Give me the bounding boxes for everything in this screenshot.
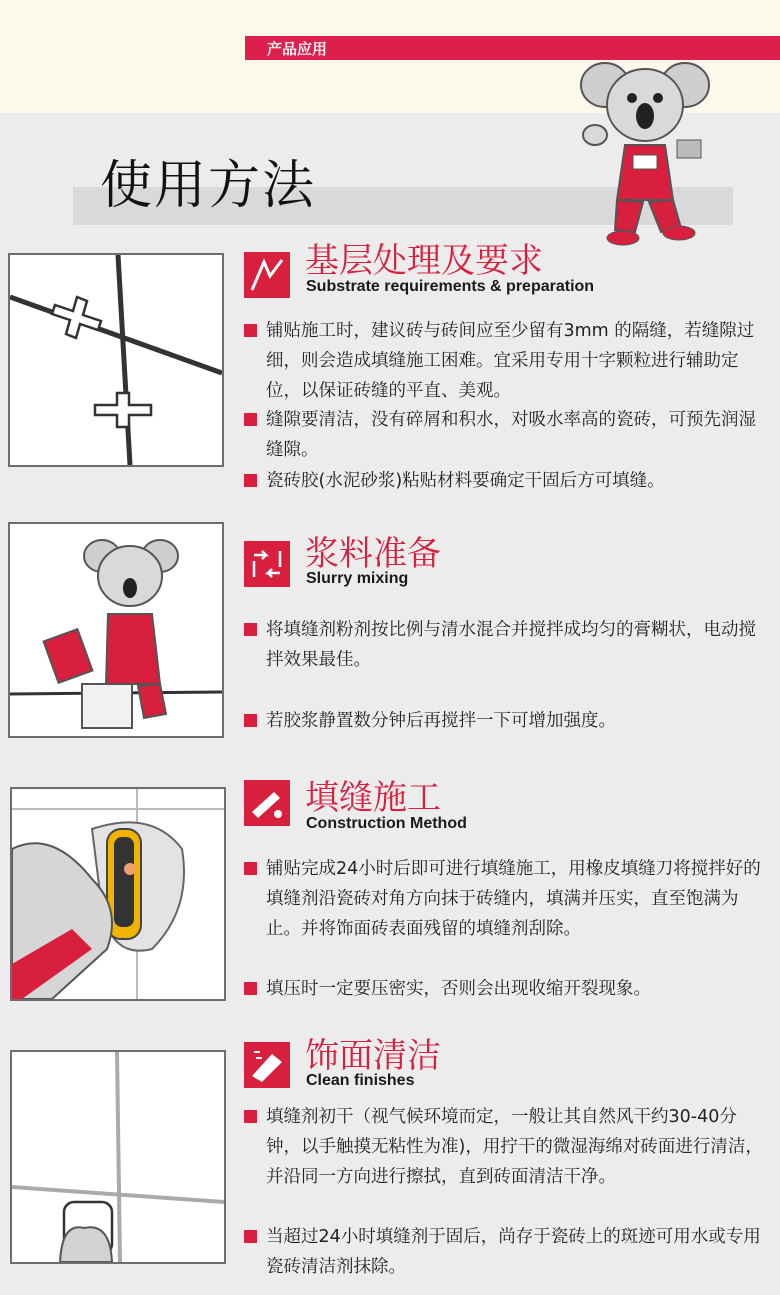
substrate-bullet-3: 瓷砖胶(水泥砂浆)粘贴材料要确定干固后方可填缝。 [244, 466, 764, 496]
slurry-title-cn: 浆料准备 [305, 534, 441, 574]
bullet-square-icon [244, 474, 257, 487]
construction-illustration-frame [10, 787, 226, 1001]
slurry-bullet-1: 将填缝剂粉剂按比例与清水混合并搅拌成均匀的膏糊状，电动搅拌效果最佳。 [244, 615, 764, 675]
bullet-square-icon [244, 1230, 257, 1243]
tile-cleaning-illustration [12, 1052, 224, 1262]
tile-spacer-illustration [10, 255, 222, 465]
koala-mascot-illustration [575, 50, 715, 250]
grouting-hand-illustration [12, 789, 224, 999]
substrate-title-cn: 基层处理及要求 [305, 241, 543, 281]
construction-bullet-1: 铺贴完成24小时后即可进行填缝施工，用橡皮填缝刀将搅拌好的填缝剂沿瓷砖对角方向抹于砖缝内，填满并压实，直至饱满为止。并将饰面砖表面残留的填缝剂刮除。 [244, 854, 764, 944]
slurry-bullet-2: 若胶浆静置数分钟后再搅拌一下可增加强度。 [244, 706, 764, 736]
koala-mixing-illustration [10, 524, 222, 736]
construction-title-en: Construction Method [306, 815, 467, 832]
clean-title-en: Clean finishes [306, 1072, 415, 1089]
bullet-square-icon [244, 862, 257, 875]
bullet-square-icon [244, 623, 257, 636]
substrate-title-en: Substrate requirements & preparation [306, 278, 595, 295]
bullet-square-icon [244, 324, 257, 337]
substrate-illustration-frame [8, 253, 224, 467]
construction-title-cn: 填缝施工 [305, 778, 441, 818]
mixing-arrows-icon [244, 541, 290, 587]
substrate-bullet-1: 铺贴施工时，建议砖与砖间应至少留有3mm 的隔缝，若缝隙过细，则会造成填缝施工困难。宜采用专用十字颗粒进行辅助定位，以保证砖缝的平直、美观。 [244, 316, 764, 406]
bullet-square-icon [244, 982, 257, 995]
trowel-icon [244, 780, 290, 826]
bullet-square-icon [244, 714, 257, 727]
clean-title-cn: 饰面清洁 [305, 1036, 441, 1076]
clean-bullet-1: 填缝剂初干（视气候环境而定，一般让其自然风干约30-40分钟，以手触摸无粘性为准)，用拧干的微湿海绵对砖面进行清洁，并沿同一方向进行擦拭，直到砖面清洁干净。 [244, 1102, 764, 1192]
bullet-square-icon [244, 1110, 257, 1123]
construction-bullet-2: 填压时一定要压密实，否则会出现收缩开裂现象。 [244, 974, 764, 1004]
bullet-square-icon [244, 413, 257, 426]
sponge-icon [244, 1042, 290, 1088]
section-header-label: 产品应用 [267, 40, 328, 58]
mixing-illustration-frame [8, 522, 224, 738]
tile-wall-icon [244, 252, 290, 298]
cleaning-illustration-frame [10, 1050, 226, 1264]
page-title: 使用方法 [100, 156, 317, 216]
substrate-bullet-2: 缝隙要清洁，没有碎屑和积水，对吸水率高的瓷砖，可预先润湿缝隙。 [244, 405, 764, 465]
slurry-title-en: Slurry mixing [306, 570, 409, 587]
clean-bullet-2: 当超过24小时填缝剂于固后，尚存于瓷砖上的斑迹可用水或专用瓷砖清洁剂抹除。 [244, 1222, 764, 1282]
